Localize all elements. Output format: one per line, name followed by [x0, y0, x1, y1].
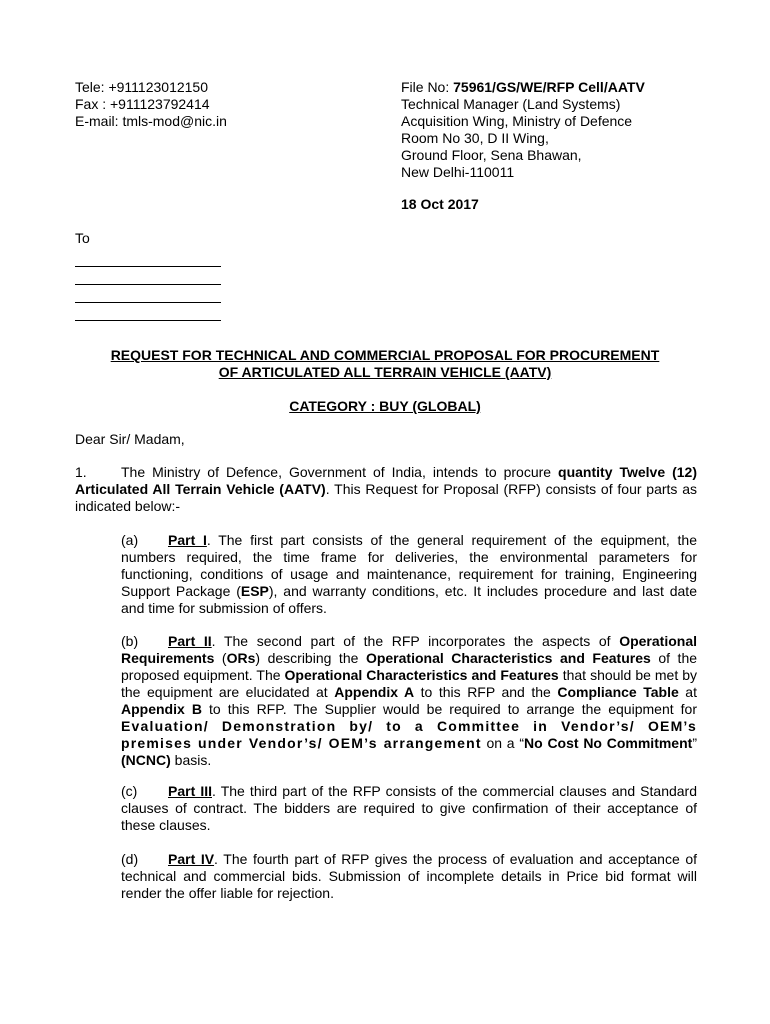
part-b-paragraph: (b) Part II. The second part of the RFP incorporates the aspects of Operational Requirements (ORs) describing the Operational Characteristics and Features of the proposed equipment. The Operational Characteristics and Features that should be met by the equipment are elucidated at Appendix A to this RFP and the Compliance Table at Appendix B to this RFP. The Supplier would be required to arrange the equipment for Evaluation/ Demonstration by/ to a Committee in Vendor’s/ OEM’s premises under Vendor’s/ OEM’s arrangement on a “No Cost No Commitment” (NCNC) basis. [121, 633, 698, 768]
letter-date: 18 Oct 2017 [401, 196, 479, 212]
fax-number: Fax : +911123792414 [75, 96, 210, 112]
subject-heading [75, 347, 695, 381]
office-address-block [401, 79, 645, 181]
subject-line-2: OF ARTICULATED ALL TERRAIN VEHICLE (AATV) [218, 364, 552, 380]
recipient-address-blanks [75, 252, 221, 324]
address-blank-line [75, 306, 221, 324]
part-c-paragraph: (c) Part III. The third part of the RFP consists of the commercial clauses and Standard clauses of contract. The bidders are required to give confirmation of their acceptance of these clauses. [121, 783, 698, 833]
part-title: Part I [168, 532, 207, 548]
address-blank-line [75, 252, 221, 270]
part-d-paragraph: (d) Part IV. The fourth part of RFP gives the process of evaluation and acceptance of technical and commercial bids. Submission of incomplete details in Price bid format will render the offer liable for rejection. [121, 851, 697, 901]
address-blank-line [75, 270, 221, 288]
office-line-3: Room No 30, D II Wing, [401, 130, 549, 146]
office-line-2: Acquisition Wing, Ministry of Defence [401, 113, 633, 129]
address-blank-line [75, 288, 221, 306]
paragraph-1: 1. The Ministry of Defence, Government of India, intends to procure quantity Twelve (12) Articulated All Terrain Vehicle (AATV). This Request for Proposal (RFP) consists of four parts as indicated below:- [75, 464, 697, 514]
sub-paragraph-label: (b) [121, 633, 139, 649]
salutation: Dear Sir/ Madam, [75, 431, 185, 447]
part-title: Part II [168, 633, 212, 649]
file-number: 75961/GS/WE/RFP Cell/AATV [453, 79, 645, 95]
sub-paragraph-label: (a) [121, 532, 139, 548]
recipient-to-label: To [75, 230, 90, 246]
category-heading: CATEGORY : BUY (GLOBAL) [289, 398, 481, 414]
office-line-4: Ground Floor, Sena Bhawan, [401, 147, 582, 163]
office-line-1: Technical Manager (Land Systems) [401, 96, 621, 112]
part-title: Part III [168, 783, 212, 799]
sender-contact-block [75, 79, 227, 130]
part-title: Part IV [168, 851, 215, 867]
paragraph-number: 1. [75, 464, 87, 480]
part-a-paragraph: (a) Part I. The first part consists of the general requirement of the equipment, the numbers required, the time frame for deliveries, the environmental parameters for functioning, conditions of usage and maintenance, requirement for training, Engineering Support Package (ESP), and warranty conditions, etc. It includes procedure and last date and time for submission of offers. [121, 532, 697, 616]
file-number-line: File No: 75961/GS/WE/RFP Cell/AATV [401, 79, 645, 95]
telephone-number: Tele: +911123012150 [75, 79, 208, 95]
email-address: E-mail: tmls-mod@nic.in [75, 113, 227, 129]
sub-paragraph-label: (c) [121, 783, 138, 799]
office-line-5: New Delhi-110011 [401, 164, 515, 180]
subject-line-1: REQUEST FOR TECHNICAL AND COMMERCIAL PROPOSAL FOR PROCUREMENT [110, 347, 660, 363]
sub-paragraph-label: (d) [121, 851, 139, 867]
